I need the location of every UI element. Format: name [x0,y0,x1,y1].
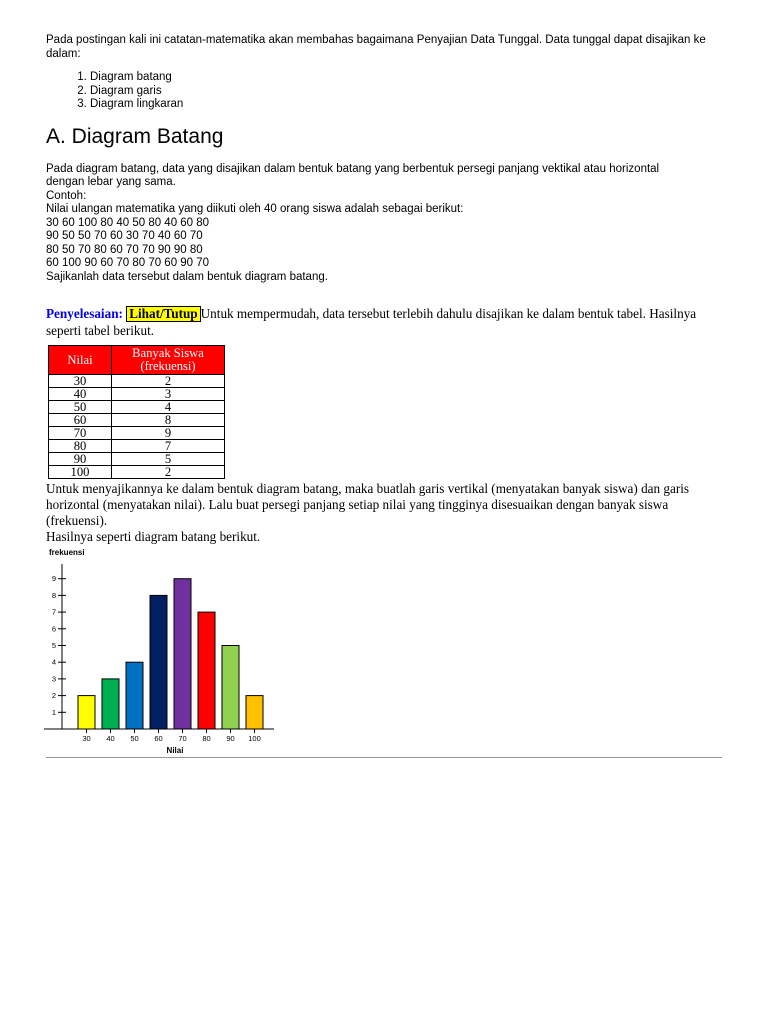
cell-nilai: 70 [49,427,112,440]
bar [126,662,143,729]
bar [174,579,191,729]
table-row [49,440,225,453]
data-row: 30 60 100 80 40 50 80 40 60 80 [46,216,210,229]
bar-chart [40,544,280,760]
table-header-row [49,346,225,375]
table-row [49,401,225,414]
y-axis-label: frekuensi [49,548,85,557]
x-tick-label: 60 [154,734,163,743]
example-block [46,163,726,285]
cell-nilai: 90 [49,453,112,466]
solution-label: Penyelesaian: [46,306,123,321]
cell-freq: 9 [112,427,225,440]
y-tick-label: 1 [51,707,56,717]
table-row [49,427,225,440]
y-tick-label: 6 [51,624,56,634]
chart-intro-text: Hasilnya seperti diagram batang berikut. [46,529,261,544]
table-row [49,453,225,466]
header-line: Banyak Siswa [132,346,204,360]
cell-freq: 2 [112,375,225,388]
bar [78,696,95,729]
body-line: dengan lebar yang sama. [46,176,176,188]
cell-freq: 5 [112,453,225,466]
list-item: 1. Diagram batang [90,71,726,85]
y-tick-label: 2 [51,691,56,701]
presentation-list [46,71,726,112]
data-row: 90 50 50 70 60 30 70 40 60 70 [46,230,203,242]
table-row [49,388,225,401]
bar [246,696,263,729]
cell-nilai: 40 [49,388,112,401]
cell-nilai: 60 [49,414,112,427]
body-line: Contoh: [46,189,87,202]
data-row: 60 100 90 60 70 80 70 60 90 70 [46,257,210,269]
show-hide-toggle-button[interactable]: Lihat/Tutup [126,306,200,322]
list-item: 3. Diagram lingkaran [90,98,726,112]
y-tick-label: 8 [51,590,56,600]
cell-freq: 7 [112,440,225,453]
cell-nilai: 50 [49,401,112,414]
cell-nilai: 30 [49,375,112,388]
section-title: A. Diagram Batang [46,124,224,148]
x-tick-label: 80 [202,734,211,743]
cell-nilai: 100 [49,466,112,479]
y-tick-label: 3 [51,674,56,684]
data-row: 80 50 70 80 60 70 70 90 90 80 [46,243,203,256]
explanation-text: Untuk menyajikannya ke dalam bentuk diagram batang, maka buatlah garis vertikal (menyatakan banyak siswa) dan garis horizontal (menyatakan nilai). Lalu buat persegi panjang setiap nilai yang tingginya disesuaikan dengan banyak siswa (frekuensi). [46,481,690,528]
frequency-table [48,345,225,479]
bar [198,612,215,729]
column-header-nilai: Nilai [49,346,112,375]
cell-freq: 8 [112,414,225,427]
bar [102,679,119,729]
bar-chart-svg [40,544,280,760]
y-tick-label: 7 [51,607,56,617]
body-line: Nilai ulangan matematika yang diikuti oleh 40 orang siswa adalah sebagai berikut: [46,203,464,215]
table-row [49,414,225,427]
solution-paragraph [46,306,722,339]
x-tick-label: 100 [248,734,261,743]
explanation-paragraph [46,481,726,545]
intro-paragraph: Pada postingan kali ini catatan-matematika akan membahas bagaimana Penyajian Data Tunggal. Data tunggal dapat disajikan ke dalam: [46,34,706,60]
x-tick-label: 30 [82,734,91,743]
cell-freq: 2 [112,466,225,479]
y-tick-label: 9 [51,574,56,584]
x-tick-label: 40 [106,734,115,743]
cell-nilai: 80 [49,440,112,453]
body-line: Sajikanlah data tersebut dalam bentuk diagram batang. [46,270,328,283]
bar [150,595,167,729]
body-line: Pada diagram batang, data yang disajikan dalam bentuk batang yang berbentuk persegi panjang vektikal atau horizontal [46,162,660,175]
cell-freq: 3 [112,388,225,401]
x-tick-label: 90 [226,734,235,743]
cell-freq: 4 [112,401,225,414]
x-axis-label: Nilai [166,746,184,755]
y-tick-label: 5 [51,641,56,650]
table-row [49,466,225,479]
table-row [49,375,225,388]
header-line: (frekuensi) [140,359,196,373]
horizontal-divider [46,757,722,758]
solution-text: Untuk mempermudah, data tersebut terlebih dahulu disajikan ke dalam bentuk tabel. Hasilnya seperti tabel berikut. [46,306,697,338]
list-item: 2. Diagram garis [90,85,726,99]
y-tick-label: 4 [51,657,56,667]
x-tick-label: 50 [130,734,139,743]
column-header-frekuensi [112,346,225,375]
x-tick-label: 70 [178,734,187,743]
bar [222,646,239,730]
